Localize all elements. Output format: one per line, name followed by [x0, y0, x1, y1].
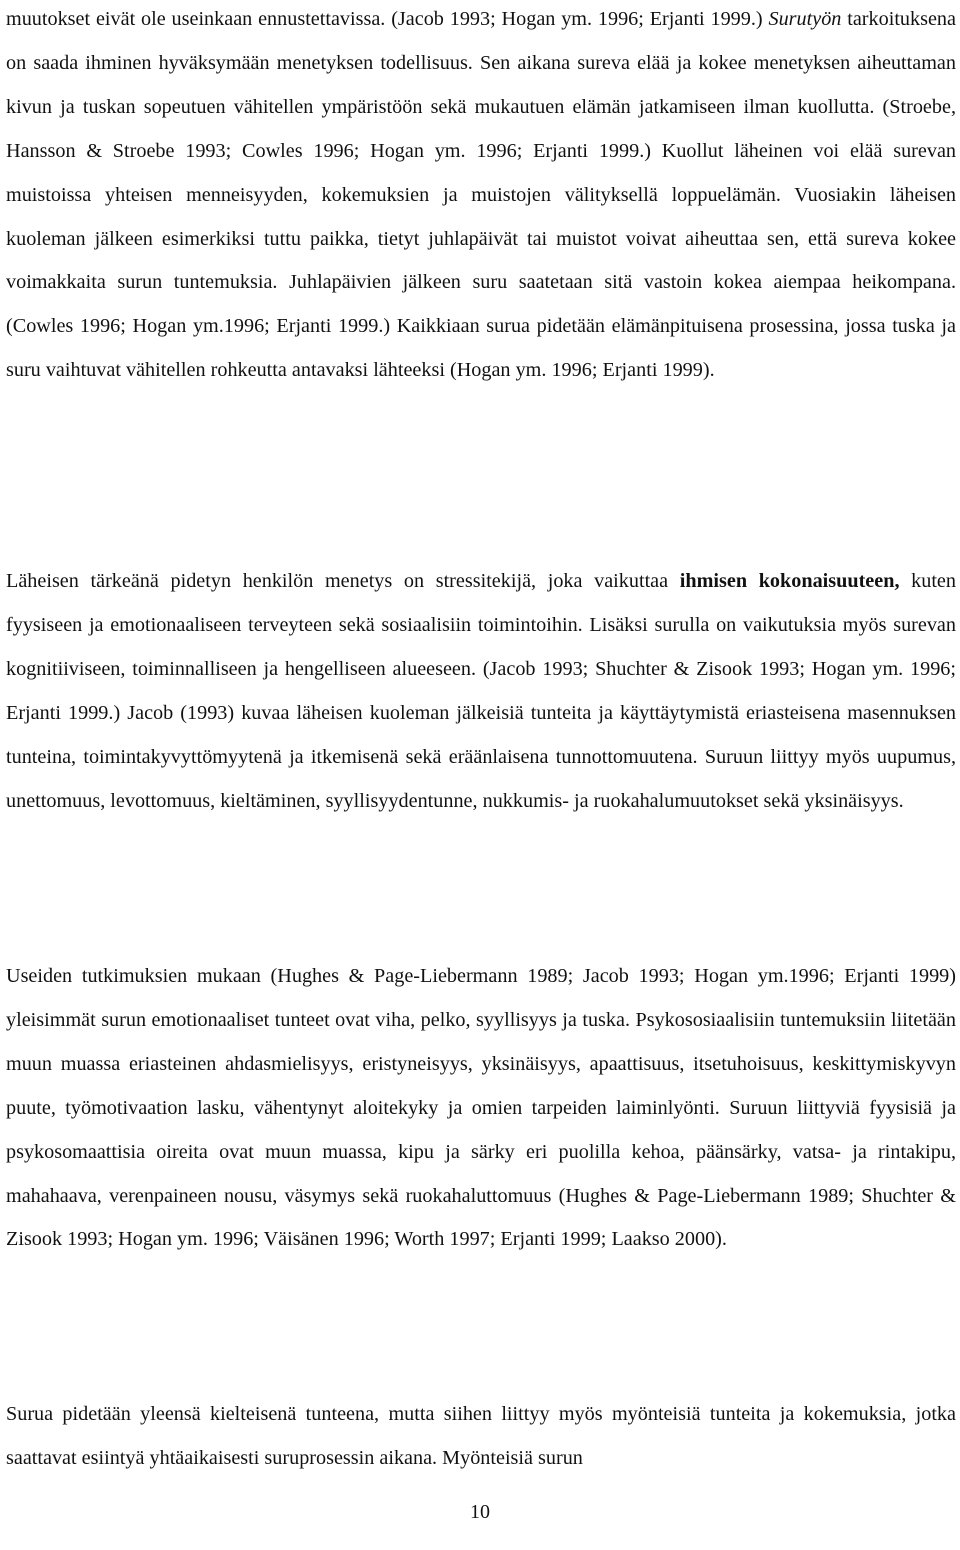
- paragraph-2-text-rest: kuten fyysiseen ja emotionaaliseen terveyteen sekä sosiaalisiin toimintoihin. Lisäksi surulla on vaikutuksia myös surevan kognitiiviseen, toiminnalliseen ja hengelliseen alueeseen. (Jacob 1993; Shuchter & Zisook 1993; Hogan ym. 1996; Erjanti 1999.) Jacob (1993) kuvaa läheisen kuoleman jälkeisiä tunteita ja käyttäytymistä eriasteisena masennuksen tunteina, toimintakyvyttömyytenä ja itkemisenä sekä eräänlaisena tunnottomuutena. Suruun liittyy myös uupumus, unettomuus, levottomuus, kieltäminen, syyllisyydentunne, nukkumis- ja ruokahalumuutokset sekä yksinäisyys.: [6, 570, 956, 812]
- paragraph-1-text-start: muutokset eivät ole useinkaan ennustettavissa. (Jacob 1993; Hogan ym. 1996; Erjanti 1999.): [6, 8, 769, 30]
- paragraph-2: [6, 560, 956, 823]
- emphasis-surutyon: Surutyön: [768, 8, 842, 30]
- paragraph-3: Useiden tutkimuksien mukaan (Hughes & Page-Liebermann 1989; Jacob 1993; Hogan ym.1996; Erjanti 1999) yleisimmät surun emotionaaliset tunteet ovat viha, pelko, syyllisyys ja tuska. Psykososiaalisiin tuntemuksiin liitetään muun muassa eriasteinen ahdasmielisyys, eristyneisyys, yksinäisyys, apaattisuus, itsetuhoisuus, keskittymiskyvyn puute, työmotivaation lasku, vähentynyt aloitekyky ja omien tarpeiden laiminlyönti. Suruun liittyviä fyysisiä ja psykosomaattisia oireita ovat muun muassa, kipu ja särky eri puolilla kehoa, päänsärky, vatsa- ja rintakipu, mahahaava, verenpaineen nousu, väsymys sekä ruokahaluttomuus (Hughes & Page-Liebermann 1989; Shuchter & Zisook 1993; Hogan ym. 1996; Väisänen 1996; Worth 1997; Erjanti 1999; Laakso 2000).: [6, 965, 956, 1251]
- paragraph-1-text-rest: tarkoituksena on saada ihminen hyväksymään menetyksen todellisuus. Sen aikana sureva elää ja kokee menetyksen aiheuttaman kivun ja tuskan sopeutuen vähitellen ympäristöön sekä mukautuen elämän jatkamiseen ilman kuollutta. (Stroebe, Hansson & Stroebe 1993; Cowles 1996; Hogan ym. 1996; Erjanti 1999.) Kuollut läheinen voi elää surevan muistoissa yhteisen menneisyyden, kokemuksien ja muistojen välityksellä loppuelämän. Vuosiakin läheisen kuoleman jälkeen esimerkiksi tuttu paikka, tietyt juhlapäivät tai muistot voivat aiheuttaa sen, että sureva kokee voimakkaita surun tuntemuksia. Juhlapäivien jälkeen suru saatetaan sitä vastoin kokea aiempaa heikompana. (Cowles 1996; Hogan ym.1996; Erjanti 1999.) Kaikkiaan surua pidetään elämänpituisena prosessina, jossa tuska ja suru vaihtuvat vähitellen rohkeutta antavaksi lähteeksi (Hogan ym. 1996; Erjanti 1999).: [6, 8, 956, 382]
- page-number: 10: [470, 1501, 490, 1523]
- paragraph-4: Surua pidetään yleensä kielteisenä tunteena, mutta siihen liittyy myös myönteisiä tunteita ja kokemuksia, jotka saattavat esiintyä yhtäaikaisesti suruprosessin aikana. Myönteisiä surun: [6, 1403, 956, 1469]
- paragraph-2-text-start: Läheisen tärkeänä pidetyn henkilön menetys on stressitekijä, joka vaikuttaa: [6, 570, 680, 592]
- bold-ihmisen-kokonaisuuteen: ihmisen kokonaisuuteen,: [679, 570, 900, 592]
- paragraph-1: [6, 0, 956, 393]
